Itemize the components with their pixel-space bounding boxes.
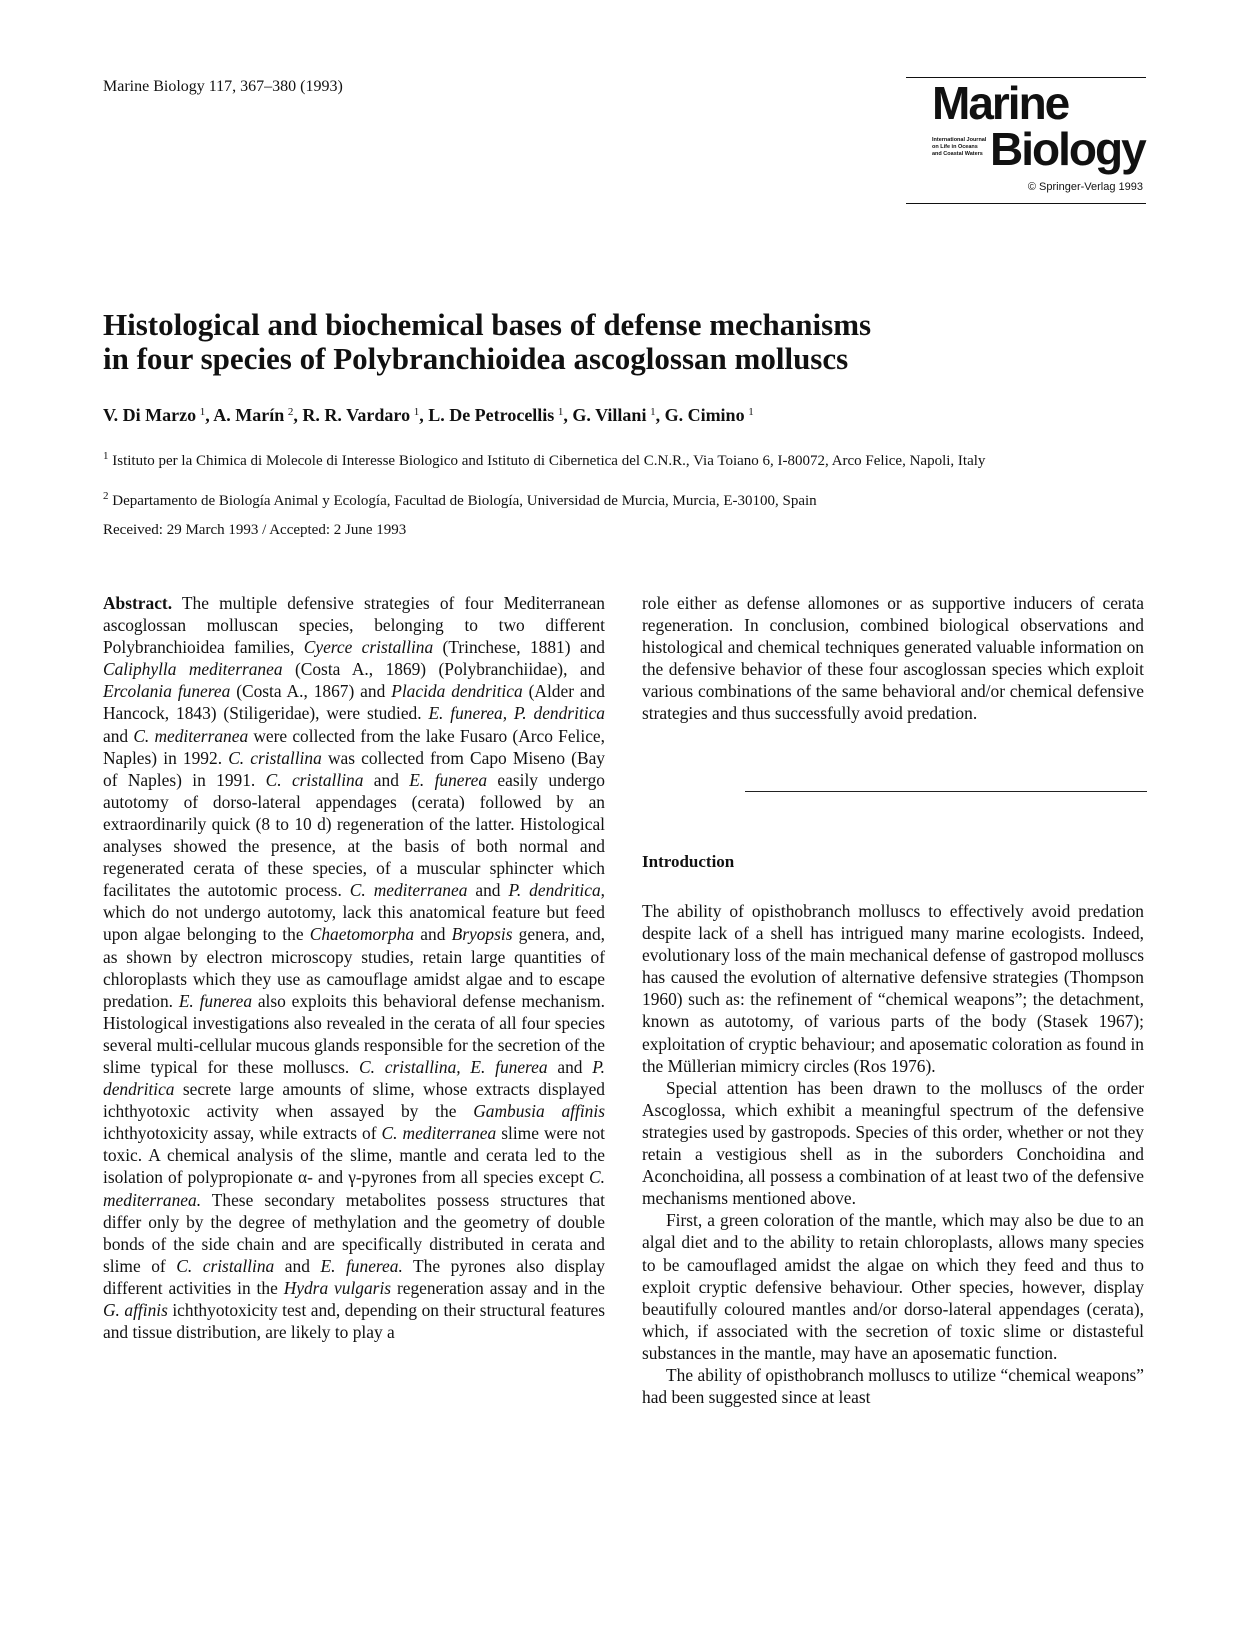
- species-name: C. cristallina: [265, 769, 364, 790]
- species-name: C. mediterranea: [349, 880, 468, 901]
- species-name: Chaetomorpha: [309, 924, 415, 945]
- abstract-text: secrete large amounts of slime, whose extracts displayed ichthyotoxic activity when assayed by the: [103, 1079, 605, 1122]
- abstract-text: ichthyotoxicity test and, depending on their structural features and tissue distribution, are likely to play a: [103, 1300, 605, 1343]
- abstract-text: These secondary metabolites possess structures that differ only by the degree of methylation and the geometry of double bonds of the side chain and are specifically distributed in cerata and slime of: [103, 1189, 605, 1276]
- species-name: Bryopsis: [451, 924, 513, 945]
- abstract-text: and: [103, 725, 134, 746]
- species-name: E. funerea: [409, 769, 488, 790]
- abstract-text: (Alder and Hancock, 1843) (Stiligeridae), were studied.: [103, 681, 605, 724]
- species-name: C. mediterranea.: [103, 1167, 605, 1210]
- journal-citation: Marine Biology 117, 367–380 (1993): [103, 78, 343, 95]
- abstract-text: genera, and, as shown by electron microscopy studies, retain large quantities of chloroplasts which they use as camouflage amidst algae and to escape predation.: [103, 924, 606, 1011]
- author-name: V. Di Marzo: [103, 405, 197, 425]
- abstract-continuation: [642, 592, 1144, 725]
- species-name: C. cristallina: [228, 747, 322, 768]
- intro-paragraph-1: The ability of opisthobranch molluscs to effectively avoid predation despite lack of a shell has intrigued many marine ecologists. Indeed, evolutionary loss of the main mechanical defense of gastropod molluscs has caused the evolution of alternative defensive strategies (Thompson 1960) such as: the refinement of “chemical weapons”; the detachment, known as autotomy, of various parts of the body (Stasek 1967); exploitation of cryptic behaviour; and aposematic coloration as found in the Müllerian mimicry circles (Ros 1976).: [642, 901, 1144, 1076]
- abstract-label: Abstract.: [103, 593, 173, 613]
- affiliation-number: 2: [103, 490, 109, 502]
- author-name: L. De Petrocellis: [428, 405, 555, 425]
- title-line-1: Histological and biochemical bases of defense mechanisms: [103, 307, 872, 342]
- abstract-text: (Trinchese, 1881) and: [433, 637, 605, 658]
- abstract: [103, 592, 605, 1343]
- author-separator: ,: [293, 405, 303, 425]
- publisher-copyright: © Springer-Verlag 1993: [1027, 181, 1143, 193]
- author-name: A. Marín: [213, 405, 285, 425]
- logo-word-biology: Biology: [990, 123, 1145, 175]
- author-separator: ,: [563, 405, 573, 425]
- species-name: Gambusia affinis: [473, 1101, 605, 1122]
- abstract-text: and: [467, 880, 509, 901]
- abstract-text: ichthyotoxicity assay, while extracts of: [103, 1123, 382, 1144]
- author-separator: ,: [205, 405, 214, 425]
- species-name: Cyerce cristallina: [303, 637, 434, 658]
- abstract-text: were collected from the lake Fusaro (Arco Felice, Naples) in 1992.: [103, 725, 605, 768]
- species-name: C. cristallina: [176, 1255, 275, 1276]
- author-affiliation-mark: 1: [413, 406, 420, 418]
- author-list: [103, 405, 754, 426]
- abstract-text: and: [363, 769, 410, 790]
- author-separator: ,: [419, 405, 429, 425]
- species-name: Caliphylla mediterranea: [103, 659, 283, 680]
- abstract-body: [103, 592, 605, 1343]
- author-affiliation-mark: 1: [199, 406, 206, 418]
- species-name: G. affinis: [103, 1300, 168, 1320]
- author-affiliation-mark: 1: [748, 406, 754, 418]
- introduction-heading: Introduction: [642, 852, 735, 871]
- abstract-text: slime were not toxic. A chemical analysis of the slime, mantle and cerata led to the isolation of polypropionate α- and γ-pyrones from all species except: [103, 1123, 605, 1188]
- abstract-text: (Costa A., 1869) (Polybranchiidae), and: [282, 659, 605, 680]
- species-name: E. funerea: [178, 990, 253, 1011]
- abstract-text: , which do not undergo autotomy, lack this anatomical feature but feed upon algae belonging to the: [103, 880, 606, 945]
- abstract-text: and: [414, 924, 452, 945]
- article-title: [103, 308, 1163, 376]
- logo-bottom-rule: [906, 203, 1146, 204]
- affiliation-1: [103, 446, 1163, 471]
- logo-tagline: International Journal on Life in Oceans and Coastal Waters: [932, 137, 987, 157]
- section-divider: [745, 791, 1147, 792]
- received-accepted-dates: Received: 29 March 1993 / Accepted: 2 June 1993: [103, 522, 407, 538]
- title-line-2: in four species of Polybranchioidea ascoglossan molluscs: [103, 341, 849, 376]
- abstract-text: (Costa A., 1867) and: [230, 681, 392, 702]
- species-name: E. funerea.: [320, 1255, 403, 1276]
- abstract-text: also exploits this behavioral defense mechanism. Histological investigations also revealed in the cerata of all four species several multi-cellular mucous glands responsible for the secretion of the slime typical for these molluscs.: [103, 990, 605, 1077]
- species-name: C. mediterranea: [381, 1123, 497, 1144]
- author-affiliation-mark: 1: [650, 406, 656, 418]
- abstract-text: easily undergo autotomy of dorso-lateral appendages (cerata) followed by an extraordinarily quick (8 to 10 d) regeneration of the latter. Histological analyses showed the presence, at the basis of both normal and regenerated cerata of these species, of a muscular sphincter which facilitates the autotomic process.: [103, 769, 606, 901]
- author-name: G. Cimino: [664, 405, 745, 425]
- abstract-text: and: [547, 1056, 593, 1077]
- introduction-body: [642, 900, 1144, 1408]
- species-name: E. funerea, P. dendritica: [428, 703, 605, 724]
- affiliation-text: Istituto per la Chimica di Molecole di Interesse Biologico and Istituto di Cibernetica del C.N.R., Via Toiano 6, I-80072, Arco Felice, Napoli, Italy: [112, 453, 986, 469]
- affiliation-number: 1: [103, 450, 109, 462]
- affiliation-text: Departamento de Biología Animal y Ecología, Facultad de Biología, Universidad de Murcia, Murcia, E-30100, Spain: [112, 493, 817, 509]
- species-name: P. dendritica: [103, 1056, 605, 1100]
- species-name: Ercolania funerea: [103, 681, 231, 702]
- species-name: C. mediterranea: [133, 725, 249, 746]
- intro-paragraph-3: First, a green coloration of the mantle, which may also be due to an algal diet and to the ability to retain chloroplasts, allows many species to be camouflaged amidst the algae on which they feed and thus to exploit cryptic defensive behaviour. Other species, however, display beautifully coloured mantles and/or dorso-lateral appendages (cerata), which, if associated with the secretion of toxic slime or distasteful substances in the mantle, may have an aposematic function.: [642, 1210, 1144, 1363]
- abstract-text: and: [274, 1255, 321, 1276]
- abstract-text: The pyrones also display different activities in the: [103, 1255, 605, 1298]
- journal-logo: [906, 77, 1146, 204]
- abstract-text: regeneration assay and in the: [391, 1277, 605, 1298]
- author-name: G. Villani: [572, 405, 647, 425]
- logo-word-marine: Marine: [932, 77, 1069, 129]
- abstract-continuation-text: role either as defense allomones or as supportive inducers of cerata regeneration. In conclusion, combined biological observations and histological and chemical techniques generated valuable information on the defensive behavior of these four ascoglossan species which exploit various combinations of the same behavioral and/or chemical defensive strategies and thus successfully avoid predation.: [642, 593, 1144, 724]
- abstract-text: was collected from Capo Miseno (Bay of Naples) in 1991.: [103, 747, 605, 790]
- author-affiliation-mark: 1: [557, 406, 564, 418]
- species-name: P. dendritica: [508, 880, 601, 901]
- intro-paragraph-4: The ability of opisthobranch molluscs to utilize “chemical weapons” had been suggested since at least: [642, 1364, 1144, 1408]
- species-name: Placida dendritica: [391, 681, 523, 702]
- species-name: Hydra vulgaris: [283, 1277, 392, 1298]
- author-name: R. R. Vardaro: [302, 405, 411, 425]
- abstract-text: The multiple defensive strategies of four Mediterranean ascoglossan molluscan species, belonging to two different Polybranchioidea families,: [103, 593, 605, 658]
- author-separator: ,: [655, 405, 665, 425]
- species-name: C. cristallina, E. funerea: [359, 1056, 548, 1077]
- intro-paragraph-2: Special attention has been drawn to the molluscs of the order Ascoglossa, which exhibit a meaningful spectrum of the defensive strategies used by gastropods. Species of this order, whether or not they retain a vestigious shell as in the suborders Conchoidina and Aconchoidina, all possess a combination of at least two of the defensive mechanisms mentioned above.: [642, 1077, 1144, 1209]
- author-affiliation-mark: 2: [287, 406, 294, 418]
- affiliation-2: [103, 486, 1163, 511]
